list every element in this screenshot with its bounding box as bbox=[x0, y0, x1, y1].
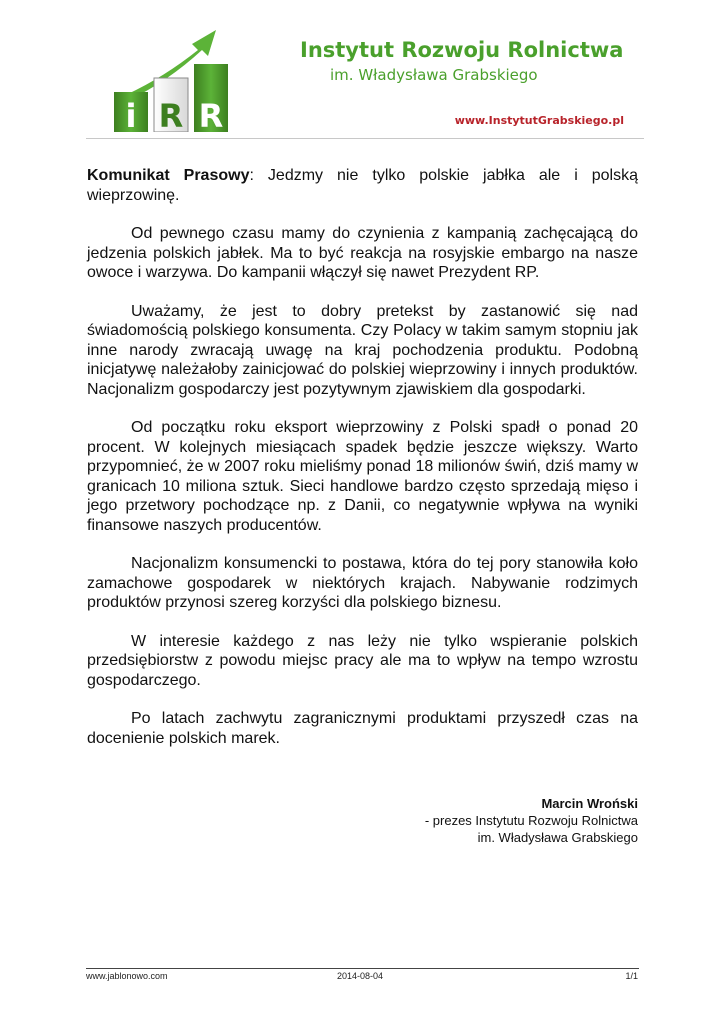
footer-page-number: 1/1 bbox=[625, 971, 638, 981]
institute-subtitle: im. Władysława Grabskiego bbox=[330, 66, 538, 84]
body-paragraph-5: W interesie każdego z nas leży nie tylko wspieranie polskich przedsiębiorstw z powodu miejsc pracy ale ma to wpływ na tempo wzrostu gospodarczego. bbox=[87, 632, 638, 689]
footer-date: 2014-08-04 bbox=[337, 971, 384, 981]
signature-affiliation: im. Władysława Grabskiego bbox=[477, 830, 638, 845]
signature-block bbox=[425, 795, 638, 846]
irr-logo bbox=[108, 20, 233, 132]
lead-label: Komunikat Prasowy bbox=[87, 167, 250, 184]
body-paragraph-2: Uważamy, że jest to dobry pretekst by zastanowić się nad świadomością polskiego konsumenta. Czy Polacy w takim samym stopniu jak inne narody zwracają uwagę na kraj pochodzenia produktu. Podobną inicjatywę należałoby zainicjować do polskiej wieprzowiny i innych produktów. Nacjonalizm gospodarczy jest pozytywnym zjawiskiem dla gospodarki. bbox=[87, 302, 638, 398]
footer-website[interactable]: www.jablonowo.com bbox=[86, 971, 168, 981]
institute-title: Instytut Rozwoju Rolnictwa bbox=[300, 38, 624, 62]
logo-letter-i: i bbox=[125, 97, 137, 132]
institute-url[interactable]: www.InstytutGrabskiego.pl bbox=[454, 114, 624, 127]
header-divider bbox=[86, 138, 644, 139]
logo-letter-r1: R bbox=[158, 97, 184, 132]
signature-role: - prezes Instytutu Rozwoju Rolnictwa bbox=[424, 813, 638, 828]
signature-name: Marcin Wroński bbox=[541, 796, 638, 811]
body-paragraph-1: Od pewnego czasu mamy do czynienia z kampanią zachęcającą do jedzenia polskich jabłek. Ma to być reakcja na rosyjskie embargo na nasze owoce i warzywa. Do kampanii włączył się nawet Prezydent RP. bbox=[87, 225, 638, 281]
press-release-body bbox=[87, 166, 638, 767]
footer-divider bbox=[86, 968, 639, 969]
logo-letter-r2: R bbox=[198, 97, 224, 132]
body-paragraph-6: Po latach zachwytu zagranicznymi produktami przyszedł czas na docenienie polskich marek. bbox=[87, 710, 638, 747]
lead-text: : Jedzmy nie tylko polskie jabłka ale i polską wieprzowinę. bbox=[87, 167, 638, 204]
body-paragraph-3: Od początku roku eksport wieprzowiny z Polski spadł o ponad 20 procent. W kolejnych miesiącach spadek będzie jeszcze większy. Warto przypomnieć, że w 2007 roku mieliśmy ponad 18 milionów świń, dziś mamy w granicach 10 miliona sztuk. Sieci handlowe bardzo często sprzedają mięso i jego przetwory pochodzące np. z Danii, co negatywnie wpływa na wyniki finansowe naszych producentów. bbox=[87, 419, 638, 534]
body-paragraph-4: Nacjonalizm konsumencki to postawa, która do tej pory stanowiła koło zamachowe gospodarek w niektórych krajach. Nabywanie rodzimych produktów przynosi szereg korzyści dla polskiego biznesu. bbox=[87, 555, 638, 611]
lead-paragraph bbox=[87, 166, 638, 205]
